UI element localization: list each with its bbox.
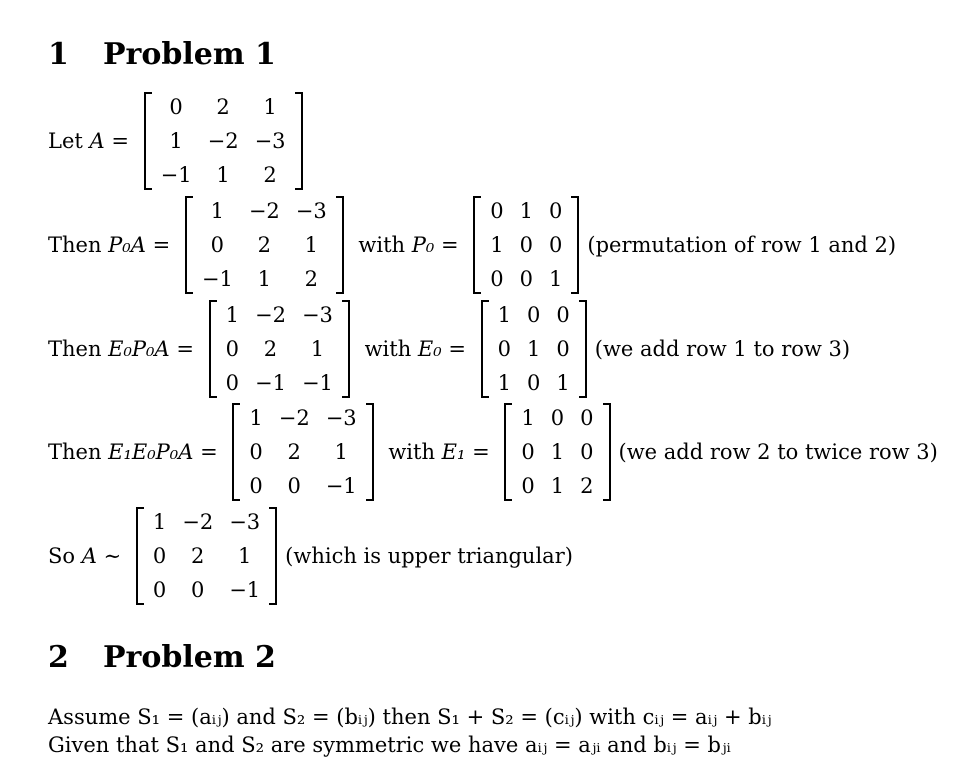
with-keyword: with [351,233,412,257]
equation-note: (which is upper triangular) [285,544,573,568]
matrix-entry: −2 [248,199,280,223]
matrix-entry: 2 [263,337,278,361]
matrix-a [144,90,303,192]
matrix-entry: −1 [325,474,357,498]
with-lhs: E₁ [441,440,466,464]
matrix-entry: −3 [301,303,333,327]
matrix-entry: 1 [549,267,563,291]
matrix-entry: −2 [254,303,286,327]
matrix-entry: 0 [556,303,570,327]
section-heading-problem-1 [48,37,276,73]
matrix-entry: 0 [249,474,263,498]
equation-e0p0a [48,298,850,400]
matrix-entry: −2 [182,510,214,534]
equation-lhs: A [89,129,105,153]
paragraph-assume: Assume S₁ = (aᵢⱼ) and S₂ = (bᵢⱼ) then S₁ + S₂ = (cᵢⱼ) with cᵢⱼ = aᵢⱼ + bᵢⱼ [48,705,772,729]
with-lhs: E₀ [417,337,442,361]
matrix-entry: 0 [550,406,565,430]
matrix-entry: −1 [254,371,286,395]
equation-lhs: A [81,544,97,568]
matrix-e0p0a [209,298,350,400]
equals-sign: = [434,233,466,257]
paragraph-symmetric: Given that S₁ and S₂ are symmetric we have aᵢⱼ = aⱼᵢ and bᵢⱼ = bⱼᵢ [48,733,731,757]
similar-sign: ∼ [96,544,128,568]
matrix-entry: 0 [497,337,511,361]
equation-so-a [48,505,573,607]
matrix-entry: 2 [304,267,318,291]
matrix-p0 [473,194,579,296]
equation-note: (we add row 1 to row 3) [594,337,851,361]
matrix-entry: 0 [521,440,535,464]
matrix-entry: 0 [210,233,225,257]
matrix-entry: 0 [152,578,167,602]
equation-prefix: So [48,544,82,568]
matrix-entry: 0 [527,303,541,327]
section-number: 2 [48,640,69,675]
equation-let-a [48,90,311,192]
matrix-entry: 2 [191,544,205,568]
matrix-entry: 0 [519,233,534,257]
equals-sign: = [465,440,497,464]
matrix-entry: −3 [229,510,261,534]
matrix-upper-triangular [136,505,277,607]
matrix-entry: −3 [254,129,286,153]
matrix-entry: 0 [490,267,504,291]
equation-lhs: E₀P₀A [108,337,170,361]
matrix-entry: −3 [325,406,357,430]
equation-prefix: Then [48,233,109,257]
section-heading-problem-2 [48,640,276,676]
matrix-entry: 0 [556,337,570,361]
equation-note: (permutation of row 1 and 2) [587,233,897,257]
matrix-entry: 1 [527,337,541,361]
matrix-entry: 2 [263,163,277,187]
matrix-entry: 0 [521,474,535,498]
matrix-entry: 1 [490,233,504,257]
equation-prefix: Then [48,337,109,361]
matrix-entry: −1 [301,371,333,395]
matrix-p0a [185,194,344,296]
matrix-entry: −3 [295,199,327,223]
matrix-entry: 2 [216,95,230,119]
matrix-entry: 0 [287,474,301,498]
equation-lhs: P₀A [108,233,146,257]
matrix-entry: 1 [334,440,348,464]
matrix-entry: −2 [278,406,310,430]
matrix-entry: 1 [497,371,511,395]
matrix-entry: 0 [527,371,541,395]
matrix-entry: 0 [152,544,167,568]
matrix-entry: 0 [549,233,563,257]
matrix-entry: 0 [580,406,594,430]
equation-note: (we add row 2 to twice row 3) [618,440,938,464]
matrix-entry: −2 [207,129,239,153]
matrix-entry: 1 [519,199,534,223]
matrix-entry: −1 [229,578,261,602]
equals-sign: = [145,233,177,257]
section-title: Problem 2 [103,640,276,675]
matrix-entry: 0 [580,440,594,464]
with-keyword: with [381,440,442,464]
equals-sign: = [169,337,201,361]
equation-p0a [48,194,896,296]
section-title: Problem 1 [103,37,276,72]
matrix-entry: 0 [490,199,504,223]
matrix-entry: 0 [225,337,239,361]
equation-prefix: Then [48,440,109,464]
matrix-entry: 1 [237,544,252,568]
matrix-entry: 1 [550,440,565,464]
matrix-entry: 1 [497,303,511,327]
matrix-entry: 1 [263,95,277,119]
matrix-entry: 2 [287,440,301,464]
matrix-entry: 1 [169,129,183,153]
matrix-entry: 1 [550,474,565,498]
matrix-entry: −1 [201,267,233,291]
matrix-entry: 1 [249,406,263,430]
matrix-entry: 0 [169,95,183,119]
matrix-entry: 1 [216,163,230,187]
matrix-e0 [481,298,587,400]
matrix-entry: 0 [191,578,205,602]
section-number: 1 [48,37,69,72]
with-keyword: with [357,337,418,361]
matrix-entry: 0 [519,267,534,291]
matrix-entry: 1 [225,303,239,327]
matrix-entry: −1 [160,163,192,187]
matrix-entry: 1 [304,233,318,257]
matrix-entry: 2 [580,474,594,498]
matrix-entry: 1 [210,199,225,223]
equals-sign: = [193,440,225,464]
matrix-entry: 1 [152,510,167,534]
equation-e1e0p0a [48,401,938,503]
matrix-e1e0p0a [232,401,373,503]
matrix-entry: 1 [310,337,325,361]
matrix-entry: 1 [521,406,535,430]
matrix-e1 [504,401,610,503]
matrix-entry: 0 [225,371,239,395]
with-lhs: P₀ [411,233,435,257]
equation-lhs: E₁E₀P₀A [108,440,194,464]
matrix-entry: 1 [257,267,271,291]
equals-sign: = [104,129,136,153]
matrix-entry: 0 [249,440,263,464]
matrix-entry: 1 [556,371,570,395]
matrix-entry: 0 [549,199,563,223]
matrix-entry: 2 [257,233,271,257]
equals-sign: = [441,337,473,361]
equation-prefix: Let [48,129,90,153]
